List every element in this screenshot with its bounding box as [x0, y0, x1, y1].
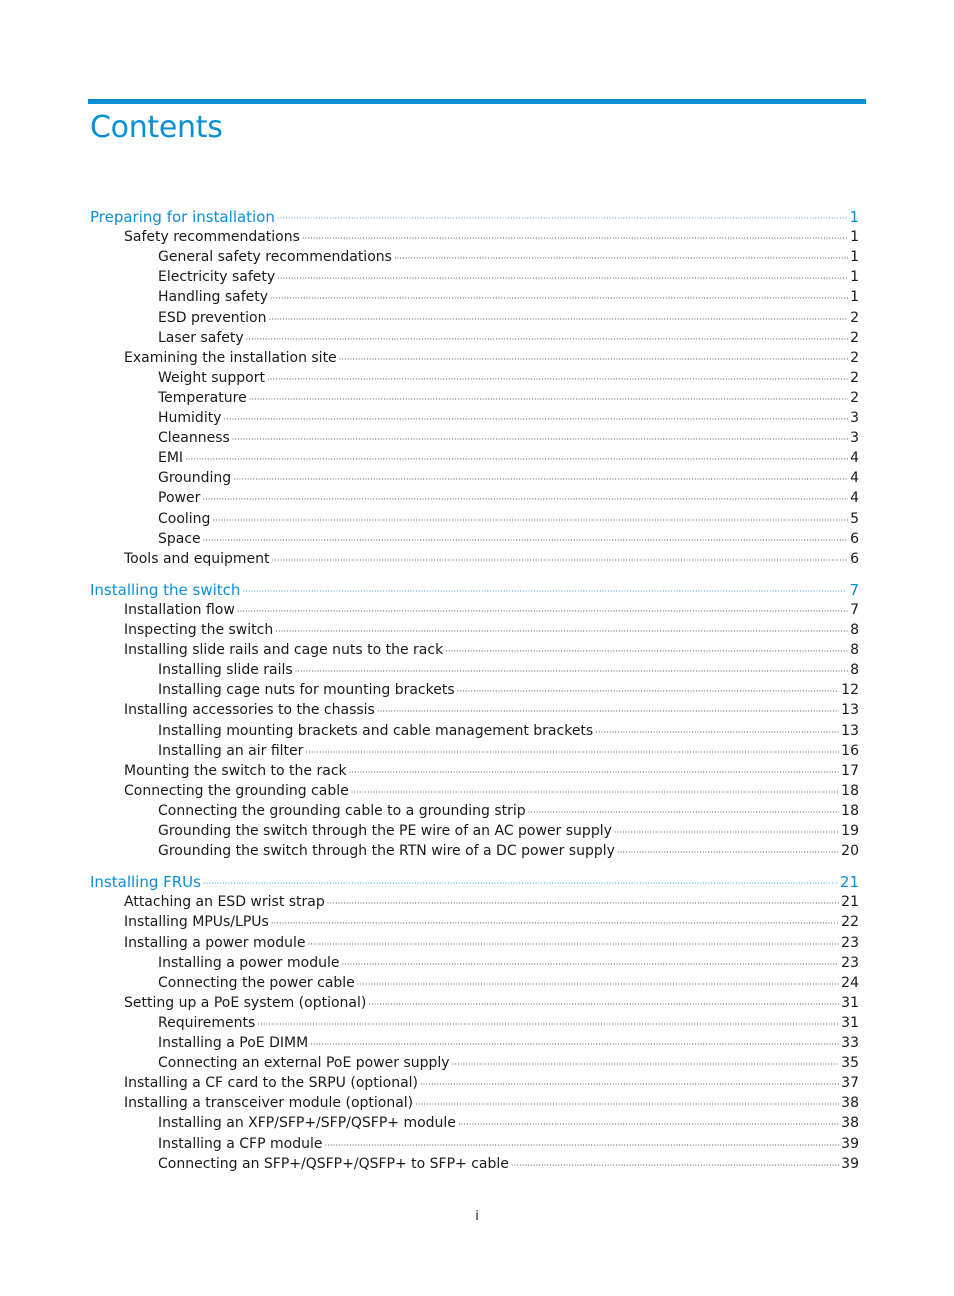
dot-leader — [233, 468, 848, 488]
toc-entry-page: 2 — [850, 349, 859, 366]
toc-entry-title: Weight support — [158, 369, 265, 386]
dot-leader — [223, 408, 848, 428]
toc-entry[interactable] — [158, 308, 859, 328]
toc-entry[interactable] — [124, 620, 859, 640]
toc-entry[interactable] — [124, 892, 859, 912]
toc-entry[interactable] — [158, 953, 859, 973]
toc-entry[interactable] — [158, 680, 859, 700]
dot-leader — [212, 509, 848, 529]
toc-entry[interactable] — [124, 227, 859, 247]
toc-entry-title: Installing slide rails and cage nuts to the rack — [124, 642, 444, 659]
toc-entry-title: Installing a PoE DIMM — [158, 1035, 309, 1051]
toc-entry[interactable] — [158, 287, 859, 307]
toc-entry[interactable] — [158, 1113, 859, 1133]
toc-entry-page: 1 — [850, 269, 859, 286]
toc-entry-page: 8 — [850, 642, 859, 659]
dot-leader — [457, 680, 840, 700]
dot-leader — [272, 549, 849, 569]
dot-leader — [357, 973, 839, 993]
toc-entry-page: 4 — [850, 490, 859, 507]
dot-leader — [202, 488, 848, 508]
dot-leader — [394, 247, 848, 267]
toc-entry-page: 2 — [850, 329, 859, 346]
toc-entry[interactable] — [124, 933, 859, 953]
toc-entry-title: Cleanness — [158, 430, 230, 447]
dot-leader — [249, 388, 848, 408]
toc-entry-title: Grounding the switch through the RTN wire of a DC power supply — [158, 843, 615, 860]
toc-entry-page: 35 — [841, 1055, 859, 1072]
toc-entry-page: 2 — [850, 309, 859, 326]
toc-entry-page: 6 — [850, 530, 859, 547]
dot-leader — [257, 1013, 839, 1033]
toc-entry-page: 39 — [841, 1135, 859, 1152]
dot-leader — [237, 600, 848, 620]
dot-leader — [277, 267, 848, 287]
toc-entry-title: Tools and equipment — [124, 550, 270, 567]
dot-leader — [295, 660, 848, 680]
toc-entry-title: Installing MPUs/LPUs — [124, 914, 269, 931]
dot-leader — [368, 993, 839, 1013]
toc-entry-title: Inspecting the switch — [124, 622, 274, 638]
dot-leader — [339, 348, 848, 368]
toc-entry[interactable] — [124, 700, 859, 720]
toc-entry-page: 31 — [841, 1014, 859, 1031]
page-title: Contents — [90, 110, 223, 145]
toc-entry[interactable] — [158, 841, 859, 861]
toc-entry-page: 3 — [850, 410, 859, 426]
footer-page-number: i — [475, 1209, 479, 1224]
toc-entry[interactable] — [158, 428, 859, 448]
toc-entry[interactable] — [90, 207, 859, 227]
toc-entry-title: Handling safety — [158, 289, 269, 306]
toc-entry-page: 31 — [841, 994, 859, 1011]
dot-leader — [270, 287, 848, 307]
toc-entry-page: 2 — [850, 369, 859, 386]
toc-entry[interactable] — [158, 267, 859, 287]
toc-entry-title: Laser safety — [158, 329, 244, 346]
toc-entry-title: Connecting an SFP+/QSFP+/QSFP+ to SFP+ cable — [158, 1155, 509, 1172]
toc-entry[interactable] — [90, 580, 859, 600]
toc-entry-title: Connecting the power cable — [158, 974, 355, 991]
toc-entry-title: Cooling — [158, 510, 211, 527]
dot-leader — [277, 207, 848, 227]
dot-leader — [246, 328, 848, 348]
toc-entry-title: Installing the switch — [90, 580, 241, 599]
dot-leader — [511, 1154, 839, 1174]
toc-entry[interactable] — [158, 1013, 859, 1033]
toc-entry[interactable] — [158, 660, 859, 680]
toc-entry-page: 21 — [841, 894, 859, 911]
toc-entry[interactable] — [124, 912, 859, 932]
toc-entry[interactable] — [158, 1053, 859, 1073]
toc-entry-page: 1 — [849, 208, 859, 226]
dot-leader — [445, 640, 848, 660]
dot-leader — [377, 700, 839, 720]
toc-entry-title: Space — [158, 530, 201, 547]
toc-entry[interactable] — [158, 1154, 859, 1174]
toc-entry-title: Setting up a PoE system (optional) — [124, 994, 367, 1011]
toc-entry-page: 38 — [841, 1095, 859, 1112]
toc-entry-page: 22 — [841, 914, 859, 931]
toc-entry-page: 4 — [850, 470, 859, 487]
toc-entry-title: Connecting the grounding cable — [124, 782, 349, 799]
toc-entry[interactable] — [124, 600, 859, 620]
toc-entry-title: Mounting the switch to the rack — [124, 762, 347, 779]
toc-entry-page: 8 — [850, 622, 859, 638]
dot-leader — [349, 761, 840, 781]
toc-entry-title: Requirements — [158, 1014, 256, 1031]
dot-leader — [452, 1053, 840, 1073]
toc-entry[interactable] — [158, 509, 859, 529]
toc-entry-page: 7 — [850, 601, 859, 618]
dot-leader — [351, 781, 839, 801]
toc-entry-title: Connecting the grounding cable to a grounding strip — [158, 802, 526, 819]
toc-entry-title: Connecting an external PoE power supply — [158, 1055, 450, 1072]
dot-leader — [275, 620, 848, 640]
toc-entry-title: Grounding — [158, 470, 232, 487]
toc-entry[interactable] — [124, 1073, 859, 1093]
toc-entry[interactable] — [158, 488, 859, 508]
toc-entry-title: Installing an air filter — [158, 742, 304, 759]
toc-entry[interactable] — [124, 761, 859, 781]
dot-leader — [528, 801, 840, 821]
toc-entry-title: Installing a power module — [124, 934, 306, 951]
toc-entry[interactable] — [158, 1134, 859, 1154]
toc-entry-page: 23 — [841, 954, 859, 971]
toc-entry-page: 3 — [850, 430, 859, 447]
toc-entry-title: EMI — [158, 450, 184, 467]
toc-entry[interactable] — [158, 529, 859, 549]
toc-entry-page: 39 — [841, 1155, 859, 1172]
toc-entry[interactable] — [124, 640, 859, 660]
toc-entry-title: Installing a CF card to the SRPU (optional) — [124, 1075, 419, 1092]
toc-entry[interactable] — [158, 973, 859, 993]
toc-entry-page: 5 — [850, 510, 859, 527]
toc-entry-title: Installing cage nuts for mounting brackets — [158, 682, 455, 699]
toc-entry-page: 6 — [850, 550, 859, 567]
toc-entry-title: Attaching an ESD wrist strap — [124, 894, 325, 911]
toc-entry-page: 1 — [850, 289, 859, 306]
toc-entry-page: 24 — [841, 974, 859, 991]
dot-leader — [242, 580, 847, 600]
toc-entry-title: Grounding the switch through the PE wire of an AC power supply — [158, 823, 612, 839]
toc-entry-title: ESD prevention — [158, 309, 267, 326]
toc-entry[interactable] — [158, 448, 859, 468]
toc-entry-page: 16 — [841, 742, 859, 759]
dot-leader — [302, 227, 848, 247]
toc-entry-title: Installing mounting brackets and cable management brackets — [158, 722, 594, 739]
toc-entry[interactable] — [158, 721, 859, 741]
dot-leader — [415, 1093, 839, 1113]
toc-entry-page: 38 — [841, 1115, 859, 1132]
dot-leader — [324, 1134, 839, 1154]
toc-entry-page: 13 — [841, 722, 859, 739]
dot-leader — [307, 933, 839, 953]
toc-entry-page: 33 — [841, 1035, 859, 1051]
toc-entry-page: 21 — [839, 873, 859, 892]
toc-entry-title: Installing a power module — [158, 954, 340, 971]
toc-entry-page: 18 — [841, 802, 859, 819]
toc-entry[interactable] — [158, 1033, 859, 1053]
toc-entry[interactable] — [158, 328, 859, 348]
dot-leader — [269, 308, 849, 328]
dot-leader — [305, 741, 839, 761]
dot-leader — [617, 841, 839, 861]
dot-leader — [267, 368, 848, 388]
toc-entry[interactable] — [158, 821, 859, 841]
dot-leader — [327, 892, 839, 912]
toc-entry-page: 17 — [841, 762, 859, 779]
toc-entry-page: 13 — [841, 702, 859, 719]
toc-entry-title: General safety recommendations — [158, 249, 392, 266]
toc-entry-page: 2 — [850, 389, 859, 406]
toc-entry-title: Electricity safety — [158, 269, 276, 286]
toc-entry-title: Power — [158, 490, 201, 507]
toc-entry-page: 37 — [841, 1075, 859, 1092]
dot-leader — [271, 912, 839, 932]
dot-leader — [614, 821, 839, 841]
dot-leader — [458, 1113, 839, 1133]
toc-entry-title: Installing slide rails — [158, 662, 293, 679]
toc-entry-title: Installing FRUs — [90, 873, 201, 892]
dot-leader — [203, 872, 838, 892]
dot-leader — [232, 428, 848, 448]
toc-entry-page: 1 — [850, 229, 859, 246]
toc-entry[interactable] — [124, 781, 859, 801]
toc-entry-title: Installing an XFP/SFP+/SFP/QSFP+ module — [158, 1115, 456, 1132]
toc-entry-title: Installing a CFP module — [158, 1135, 323, 1152]
dot-leader — [595, 721, 839, 741]
toc-entry-page: 1 — [850, 249, 859, 266]
toc-entry-page: 19 — [841, 823, 859, 839]
toc-entry[interactable] — [158, 368, 859, 388]
toc-entry-page: 23 — [841, 934, 859, 951]
dot-leader — [341, 953, 839, 973]
toc-entry-page: 8 — [850, 662, 859, 679]
toc-entry-title: Humidity — [158, 410, 222, 426]
toc-entry[interactable] — [158, 741, 859, 761]
toc-entry[interactable] — [124, 348, 859, 368]
toc-entry[interactable] — [158, 468, 859, 488]
toc-entry-title: Examining the installation site — [124, 349, 337, 366]
toc-entry-page: 12 — [841, 682, 859, 699]
dot-leader — [420, 1073, 839, 1093]
toc-entry-page: 4 — [850, 450, 859, 467]
toc-entry-title: Installing a transceiver module (optional) — [124, 1095, 414, 1112]
dot-leader — [185, 448, 848, 468]
dot-leader — [203, 529, 848, 549]
toc-entry[interactable] — [124, 1093, 859, 1113]
toc-entry-title: Preparing for installation — [90, 208, 275, 226]
toc-entry-title: Installing accessories to the chassis — [124, 702, 375, 719]
toc-entry-title: Installation flow — [124, 601, 235, 618]
toc-entry-page: 20 — [841, 843, 859, 860]
toc-entry[interactable] — [124, 993, 859, 1013]
toc-entry-page: 7 — [849, 580, 859, 599]
toc-entry[interactable] — [158, 388, 859, 408]
toc-entry[interactable] — [158, 247, 859, 267]
toc-entry[interactable] — [124, 549, 859, 569]
dot-leader — [310, 1033, 839, 1053]
toc-entry-page: 18 — [841, 782, 859, 799]
toc-entry[interactable] — [158, 801, 859, 821]
toc-entry-title: Temperature — [158, 389, 247, 406]
toc-entry-title: Safety recommendations — [124, 229, 300, 246]
toc-entry[interactable] — [158, 408, 859, 428]
toc-entry[interactable] — [90, 872, 859, 892]
